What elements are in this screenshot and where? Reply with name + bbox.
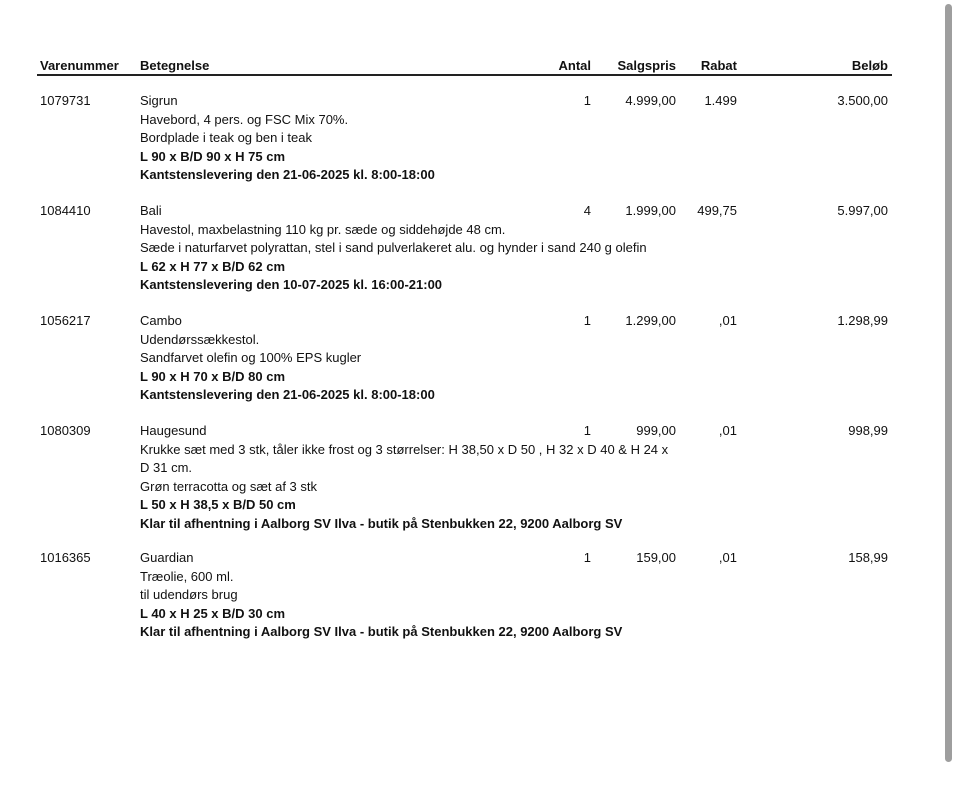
item-rabat: 1.499: [704, 93, 737, 108]
item-name: Cambo: [140, 313, 182, 328]
item-delivery: Klar til afhentning i Aalborg SV Ilva - butik på Stenbukken 22, 9200 Aalborg SV: [140, 515, 623, 531]
item-delivery: Kantstenslevering den 21-06-2025 kl. 8:00-18:00: [140, 167, 435, 182]
item-line2: Bordplade i teak og ben i teak: [140, 130, 313, 145]
item-description: [140, 312, 680, 405]
item-description: [140, 202, 680, 295]
item-belob: 158,99: [848, 550, 888, 565]
header-rabat: Rabat: [700, 58, 737, 73]
item-line1: Træolie, 600 ml.: [140, 568, 234, 584]
item-dimensions: L 90 x H 70 x B/D 80 cm: [140, 368, 286, 384]
item-line2: Sæde i naturfarvet polyrattan, stel i sand pulverlakeret alu. og hynder i sand 240 g olefin: [140, 240, 647, 255]
header-salgspris: Salgspris: [617, 58, 676, 73]
item-salgspris: 999,00: [636, 423, 676, 438]
item-description: [140, 92, 680, 185]
item-rabat: ,01: [718, 313, 737, 328]
item-varenummer: 1016365: [40, 550, 91, 565]
item-name: Guardian: [140, 550, 194, 565]
item-line1: Udendørssækkestol.: [140, 331, 260, 347]
item-name: Sigrun: [140, 93, 178, 108]
item-belob: 3.500,00: [837, 93, 888, 108]
item-line2: til udendørs brug: [140, 587, 238, 602]
header-varenummer: Varenummer: [40, 58, 119, 73]
item-line1: Havestol, maxbelastning 110 kg pr. sæde og siddehøjde 48 cm.: [140, 221, 506, 237]
item-antal: 1: [583, 93, 591, 108]
item-varenummer: 1080309: [40, 423, 91, 438]
header-belob: Beløb: [851, 58, 888, 73]
item-rabat: ,01: [718, 423, 737, 438]
item-dimensions: L 40 x H 25 x B/D 30 cm: [140, 605, 286, 621]
item-rabat: 499,75: [697, 203, 737, 218]
item-belob: 5.997,00: [837, 203, 888, 218]
item-line2: Grøn terracotta og sæt af 3 stk: [140, 478, 318, 494]
item-line1: Havebord, 4 pers. og FSC Mix 70%.: [140, 111, 349, 127]
item-delivery: Klar til afhentning i Aalborg SV Ilva - butik på Stenbukken 22, 9200 Aalborg SV: [140, 624, 623, 639]
item-belob: 998,99: [848, 423, 888, 438]
table-header: [37, 57, 892, 76]
item-delivery: Kantstenslevering den 21-06-2025 kl. 8:00-18:00: [140, 387, 435, 402]
item-dimensions: L 50 x H 38,5 x B/D 50 cm: [140, 497, 296, 512]
header-betegnelse: Betegnelse: [140, 58, 210, 73]
item-rabat: ,01: [718, 550, 737, 565]
item-name: Haugesund: [140, 423, 207, 438]
item-salgspris: 1.999,00: [625, 203, 676, 218]
item-salgspris: 159,00: [636, 550, 676, 565]
item-varenummer: 1079731: [40, 93, 91, 108]
item-varenummer: 1056217: [40, 313, 91, 328]
header-antal: Antal: [558, 58, 591, 73]
item-dimensions: L 62 x H 77 x B/D 62 cm: [140, 258, 286, 274]
item-dimensions: L 90 x B/D 90 x H 75 cm: [140, 148, 286, 164]
item-name: Bali: [140, 203, 162, 218]
item-description: [140, 422, 680, 533]
item-description: [140, 549, 680, 642]
item-salgspris: 1.299,00: [625, 313, 676, 328]
item-belob: 1.298,99: [837, 313, 888, 328]
item-antal: 4: [583, 203, 591, 218]
item-salgspris: 4.999,00: [625, 93, 676, 108]
item-varenummer: 1084410: [40, 203, 91, 218]
item-antal: 1: [583, 423, 591, 438]
item-antal: 1: [583, 313, 591, 328]
item-delivery: Kantstenslevering den 10-07-2025 kl. 16:00-21:00: [140, 277, 443, 292]
vertical-scrollbar[interactable]: [945, 4, 952, 762]
item-line2: Sandfarvet olefin og 100% EPS kugler: [140, 350, 362, 365]
item-antal: 1: [583, 550, 591, 565]
item-line1: Krukke sæt med 3 stk, tåler ikke frost og 3 størrelser: H 38,50 x D 50 , H 32 x D 40 & H 24 x D 31 cm.: [140, 441, 669, 475]
